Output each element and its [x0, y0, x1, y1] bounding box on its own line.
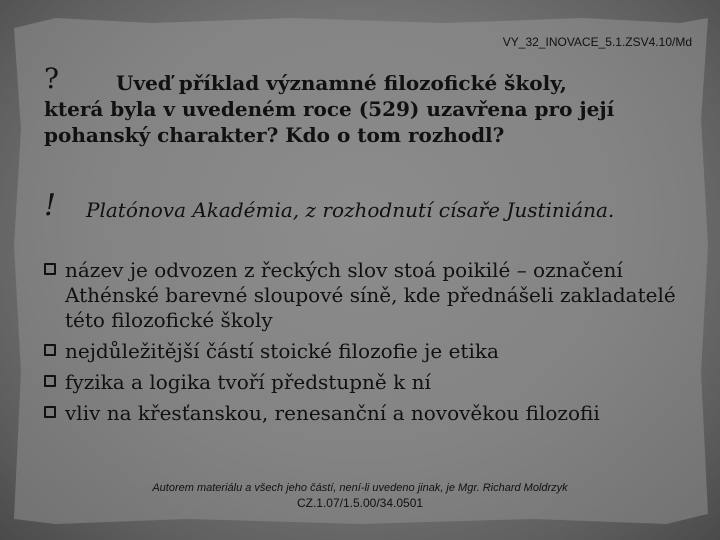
bullet-text: nejdůležitější částí stoické filozofie je etika: [65, 339, 499, 363]
checkbox-bullet-icon: [44, 406, 56, 418]
checkbox-bullet-icon: [44, 375, 56, 387]
question-line-1: Uveď příklad významné filozofické školy,: [116, 71, 567, 95]
exclamation-icon: !: [44, 188, 57, 223]
checkbox-bullet-icon: [44, 263, 56, 275]
bullet-list: [44, 258, 684, 432]
question-mark-icon: ?: [44, 62, 60, 95]
bullet-text: vliv na křesťanskou, renesanční a novověkou filozofii: [65, 401, 600, 425]
footer-author: Autorem materiálu a všech jeho částí, není-li uvedeno jinak, je Mgr. Richard Moldrzyk: [152, 482, 568, 494]
question-line-2: která byla v uvedeném roce (529) uzavřena pro její pohanský charakter? Kdo o tom rozhodl?: [44, 97, 615, 147]
checkbox-bullet-icon: [44, 344, 56, 356]
list-item: [44, 370, 684, 395]
list-item: [44, 339, 684, 364]
answer-text: Platónova Akadémia, z rozhodnutí císaře Justiniána.: [86, 198, 615, 222]
bullet-text: fyzika a logika tvoří předstupně k ní: [65, 370, 431, 394]
question-text: [44, 70, 684, 148]
list-item: [44, 401, 684, 426]
list-item: [44, 258, 684, 333]
material-code: VY_32_INOVACE_5.1.ZSV4.10/Md: [502, 35, 692, 49]
bullet-text: název je odvozen z řeckých slov stoá poikilé – označení Athénské barevné sloupové síně, kde přednášeli zakladatelé této filozofické školy: [65, 258, 676, 332]
footer-project: CZ.1.07/1.5.00/34.0501: [296, 496, 424, 510]
